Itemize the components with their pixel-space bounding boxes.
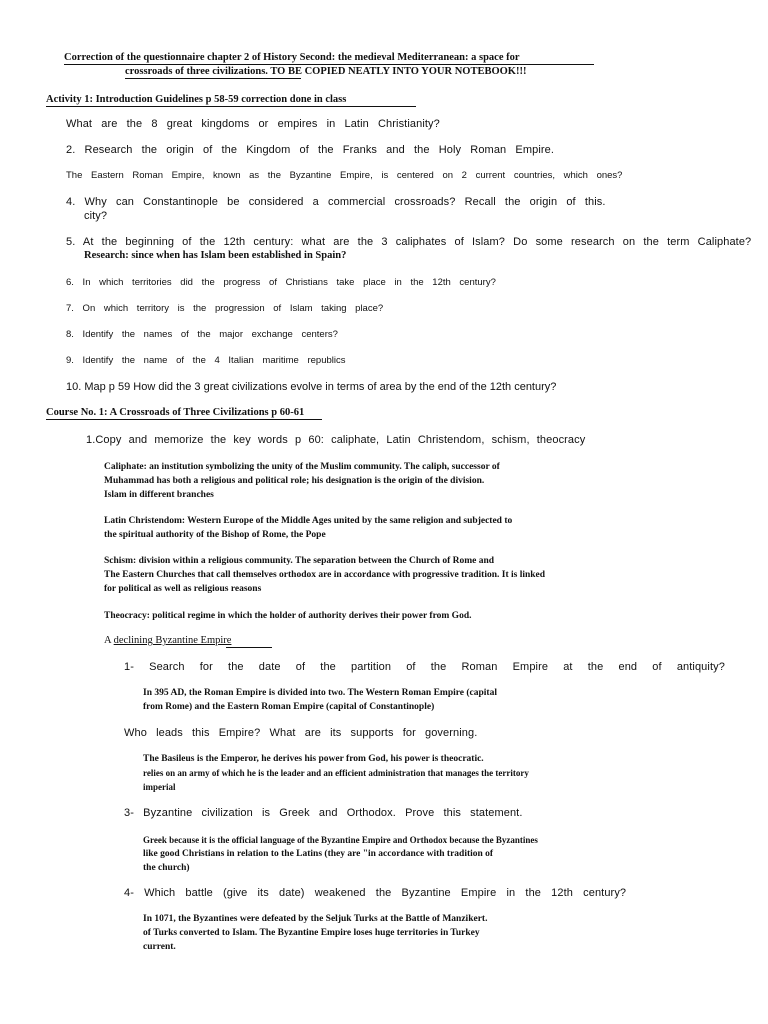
answer-line: imperial — [143, 782, 176, 792]
byzantine-question-1: 1- Search for the date of the partition of the Roman Empire at the end of antiquity? — [124, 661, 725, 673]
definition-line: the spiritual authority of the Bishop of Rome, the Pope — [104, 530, 326, 540]
question-3: The Eastern Roman Empire, known as the Byzantine Empire, is centered on 2 current countries, which ones? — [66, 170, 623, 181]
answer-line: Greek because it is the official language of the Byzantine Empire and Orthodox because the Byzantines — [143, 835, 538, 845]
byzantine-section-heading — [104, 635, 231, 646]
answer-line: current. — [143, 942, 176, 952]
header-line-2 — [125, 66, 526, 77]
byzantine-question-4: 4- Which battle (give its date) weakened the Byzantine Empire in the 12th century? — [124, 887, 627, 899]
course1-heading-underline — [46, 419, 322, 420]
question-8: 8. Identify the names of the major exchange centers? — [66, 329, 338, 340]
activity1-heading-underline — [46, 106, 416, 107]
question-5-line-2: Research: since when has Islam been established in Spain? — [84, 250, 347, 261]
question-4-line-2: city? — [84, 210, 108, 222]
question-4-line-1: 4. Why can Constantinople be considered a commercial crossroads? Recall the origin of this. — [66, 196, 606, 208]
section-title: declining Byzantine Empire — [113, 635, 232, 646]
answer-line: the church) — [143, 863, 190, 873]
definition-schism — [104, 554, 545, 596]
question-9: 9. Identify the name of the 4 Italian maritime republics — [66, 355, 346, 366]
definition-line: The Eastern Churches that call themselves orthodox are in accordance with progressive tradition. It is linked — [104, 570, 546, 580]
definition-line: for political as well as religious reasons — [104, 584, 262, 594]
course1-heading: Course No. 1: A Crossroads of Three Civilizations p 60-61 — [46, 407, 305, 418]
answer-line: from Rome) and the Eastern Roman Empire (capital of Constantinople) — [143, 702, 435, 712]
header-underline-2 — [125, 78, 301, 79]
definition-line: Caliphate: an institution symbolizing the unity of the Muslim community. The caliph, successor of — [104, 462, 500, 472]
answer-line: relies on an army of which he is the leader and an efficient administration that manages the territory — [143, 768, 529, 778]
header-line-1: Correction of the questionnaire chapter 2 of History Second: the medieval Mediterranean: a space for — [64, 52, 520, 63]
header-line-2-instruction: TO BE COPIED NEATLY INTO YOUR NOTEBOOK!!! — [267, 66, 527, 77]
byzantine-answer-3 — [143, 833, 538, 875]
byzantine-question-2: Who leads this Empire? What are its supports for governing. — [124, 727, 478, 739]
question-10: 10. Map p 59 How did the 3 great civilizations evolve in terms of area by the end of the 12th century? — [66, 381, 557, 393]
question-1: What are the 8 great kingdoms or empires in Latin Christianity? — [66, 118, 440, 130]
definition-line: Islam in different branches — [104, 490, 214, 500]
question-5-line-1: 5. At the beginning of the 12th century: what are the 3 caliphates of Islam? Do some research on the term Caliphate? — [66, 236, 752, 248]
question-6: 6. In which territories did the progress of Christians take place in the 12th century? — [66, 277, 496, 288]
definition-theocracy: Theocracy: political regime in which the holder of authority derives their power from God. — [104, 611, 472, 621]
section-letter: A — [104, 635, 114, 646]
byzantine-heading-underline-tail — [226, 647, 272, 648]
copy-instruction: 1.Copy and memorize the key words p 60: caliphate, Latin Christendom, schism, theocracy — [86, 434, 586, 446]
answer-line: The Basileus is the Emperor, he derives his power from God, his power is theocratic. — [143, 754, 484, 764]
byzantine-answer-2 — [143, 752, 529, 794]
header-line-2-underlined: crossroads of three civilizations. — [125, 66, 268, 77]
answer-line: In 395 AD, the Roman Empire is divided into two. The Western Roman Empire (capital — [143, 688, 497, 698]
definition-line: Latin Christendom: Western Europe of the Middle Ages united by the same religion and subjected to — [104, 516, 513, 526]
question-7: 7. On which territory is the progression of Islam taking place? — [66, 303, 384, 314]
answer-line: of Turks converted to Islam. The Byzantine Empire loses huge territories in Turkey — [143, 928, 480, 938]
answer-line: like good Christians in relation to the Latins (they are "in accordance with tradition of — [143, 849, 494, 859]
definition-line: Schism: division within a religious community. The separation between the Church of Rome and — [104, 556, 495, 566]
question-2: 2. Research the origin of the Kingdom of the Franks and the Holy Roman Empire. — [66, 144, 555, 156]
answer-line: In 1071, the Byzantines were defeated by the Seljuk Turks at the Battle of Manzikert. — [143, 914, 488, 924]
byzantine-answer-4 — [143, 912, 487, 954]
byzantine-answer-1 — [143, 686, 497, 714]
definition-caliphate — [104, 460, 500, 502]
header-underline-1 — [64, 64, 594, 65]
byzantine-question-3: 3- Byzantine civilization is Greek and Orthodox. Prove this statement. — [124, 807, 523, 819]
activity1-heading: Activity 1: Introduction Guidelines p 58-59 correction done in class — [46, 94, 347, 105]
definition-latin-christendom — [104, 514, 512, 542]
definition-line: Muhammad has both a religious and political role; his designation is the origin of the division. — [104, 476, 485, 486]
